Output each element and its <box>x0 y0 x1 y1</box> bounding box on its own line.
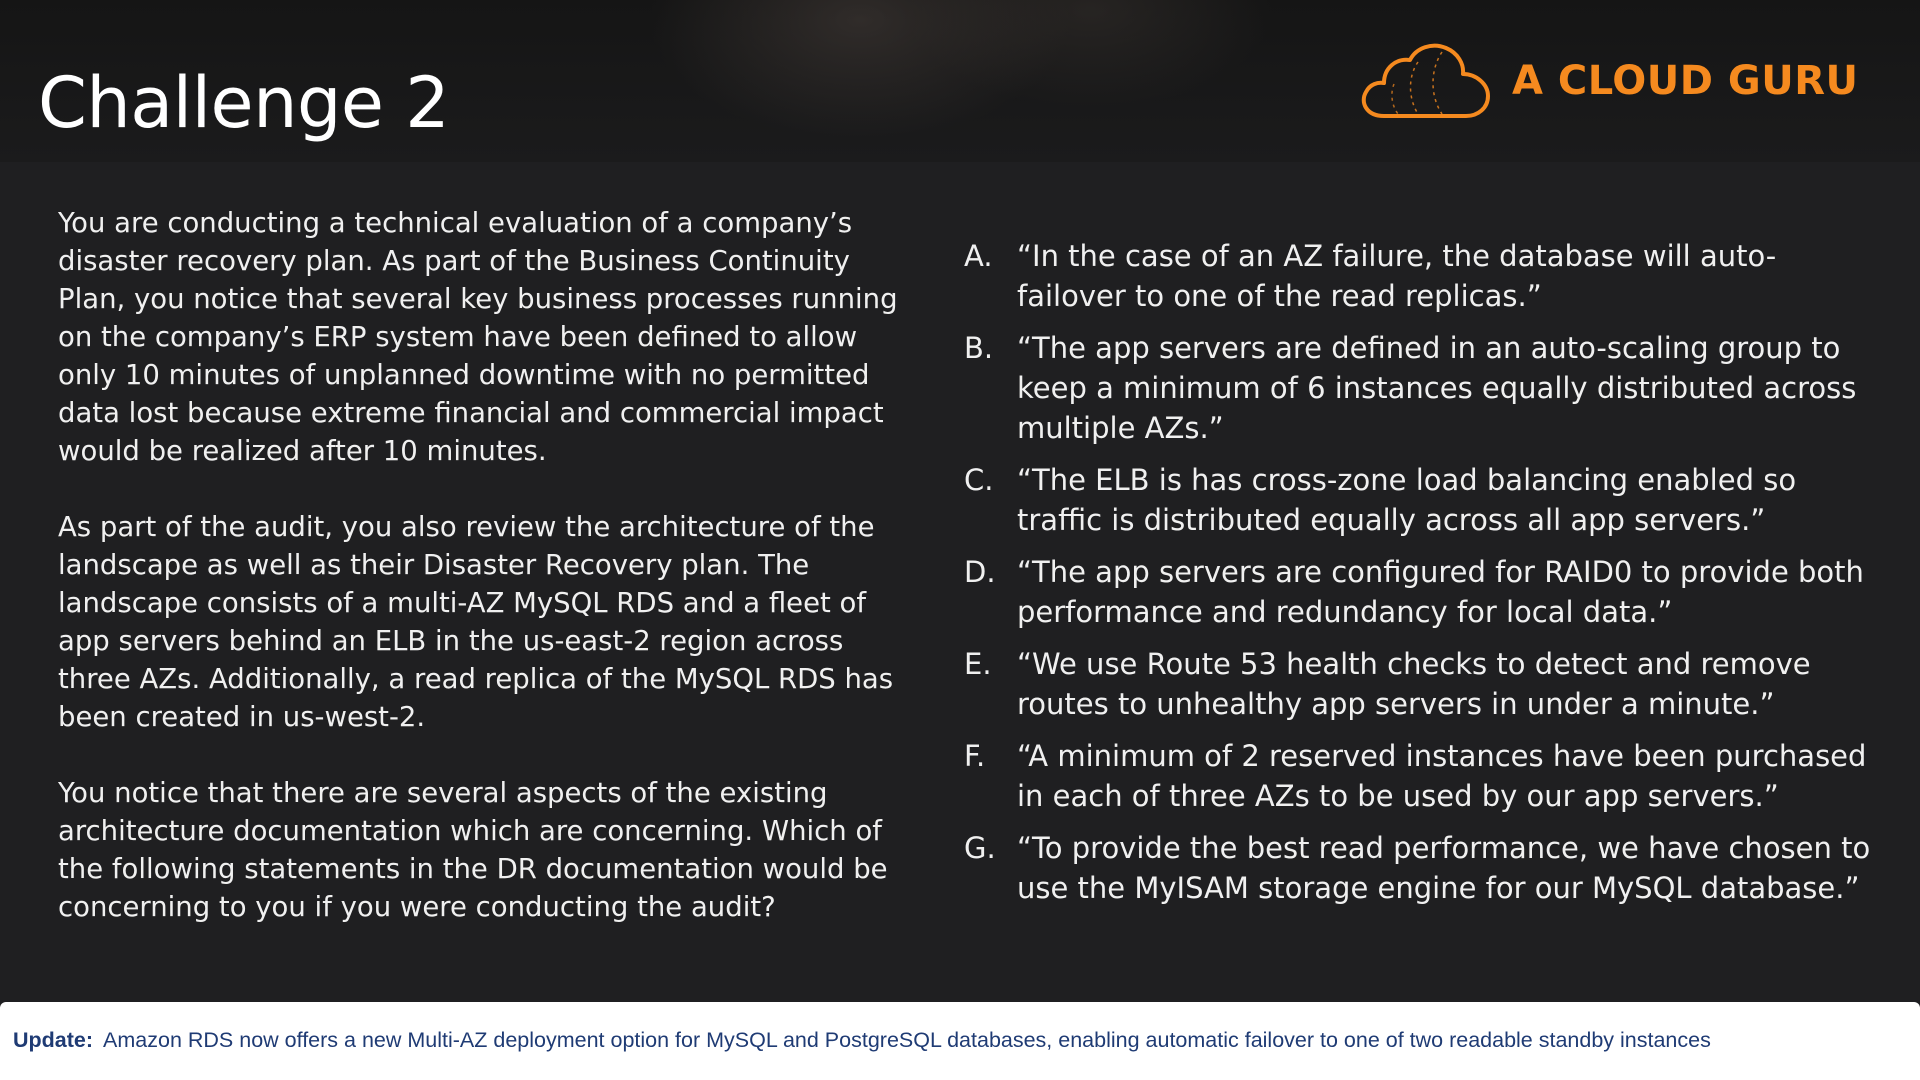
option-letter: G. <box>964 831 996 865</box>
question-paragraph: You notice that there are several aspects of the existing architecture documentation which are concerning. Which of the following statements in the DR documentation would be concerning to you if you were conducting the audit? <box>58 777 888 923</box>
option-letter: F. <box>964 739 986 773</box>
option-text: “To provide the best read performance, we have chosen to use the MyISAM storage engine for our MySQL database.” <box>1017 831 1871 905</box>
option-text: “We use Route 53 health checks to detect and remove routes to unhealthy app servers in under a minute.” <box>1017 647 1811 721</box>
brand-name: A CLOUD GURU <box>1512 58 1859 104</box>
slide-header <box>0 0 1920 162</box>
question-paragraph: You are conducting a technical evaluation of a company’s disaster recovery plan. As part of the Business Continuity Plan, you notice that several key business processes running on the company’s ERP system have been defined to allow only 10 minutes of unplanned downtime with no permitted data lost because extreme financial and commercial impact would be realized after 10 minutes. <box>58 207 898 467</box>
option-text: “The ELB is has cross-zone load balancing enabled so traffic is distributed equally across all app servers.” <box>1017 463 1797 537</box>
option-d <box>964 552 1884 632</box>
slide-title: Challenge 2 <box>38 62 450 144</box>
option-b <box>964 328 1884 448</box>
option-f <box>964 736 1884 816</box>
option-letter: E. <box>964 647 992 681</box>
option-letter: B. <box>964 331 994 365</box>
update-label: Update: <box>13 1028 94 1052</box>
update-message: Amazon RDS now offers a new Multi-AZ deployment option for MySQL and PostgreSQL databases, enabling automatic failover to one of two readable standby instances <box>103 1028 1711 1052</box>
answer-options <box>964 236 1884 920</box>
question-text <box>58 204 898 964</box>
option-g <box>964 828 1884 908</box>
option-text: “A minimum of 2 reserved instances have been purchased in each of three AZs to be used by our app servers.” <box>1017 739 1867 813</box>
update-text <box>13 1028 1711 1053</box>
option-letter: A. <box>964 239 993 273</box>
option-letter: D. <box>964 555 996 589</box>
update-banner <box>0 1002 1920 1080</box>
brand-logo <box>1356 40 1876 124</box>
option-e <box>964 644 1884 724</box>
option-text: “In the case of an AZ failure, the database will auto-failover to one of the read replicas.” <box>1017 239 1777 313</box>
question-paragraph: As part of the audit, you also review the architecture of the landscape as well as their Disaster Recovery plan. The landscape consists of a multi-AZ MySQL RDS and a fleet of app servers behind an ELB in the us-east-2 region across three AZs. Additionally, a read replica of the MySQL RDS has been created in us-west-2. <box>58 511 894 733</box>
option-letter: C. <box>964 463 994 497</box>
option-text: “The app servers are configured for RAID0 to provide both performance and redundancy for local data.” <box>1017 555 1864 629</box>
option-a <box>964 236 1884 316</box>
option-text: “The app servers are defined in an auto-scaling group to keep a minimum of 6 instances equally distributed across multiple AZs.” <box>1017 331 1857 445</box>
cloud-logo-icon <box>1356 40 1496 124</box>
option-c <box>964 460 1884 540</box>
